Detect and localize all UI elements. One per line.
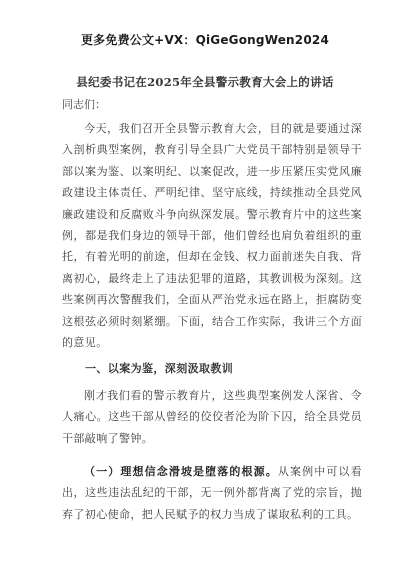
promo-banner: 更多免费公文+VX：QiGeGongWen2024: [80, 33, 329, 47]
subsection-body: 从案例中可以看出，这些违法乱纪的干部，无一例外都背离了党的宗旨，抛弃了初心使命，把人民赋予的权力当成了谋取私利的工具。: [62, 465, 362, 521]
salutation: 同志们：: [62, 98, 106, 111]
paragraph-section-1: 刚才我们看的警示教育片，这些典型案例发人深省、令人痛心。这些干部从曾经的佼佼者沦为阶下囚，给全县党员干部敲响了警钟。: [62, 389, 362, 445]
paragraph-subsection-1: [62, 461, 362, 525]
paragraph-intro: 今天，我们召开全县警示教育大会，目的就是要通过深入剖析典型案例，教育引导全县广大党员干部特别是领导干部以案为鉴、以案明纪、以案促改，进一步压紧压实党风廉政建设主体责任、严明纪律、坚守底线，持续推动全县党风廉政建设和反腐败斗争向纵深发展。警示教育片中的这些案例，都是我们身边的领导干部，他们曾经也肩负着组织的重托，有着光明的前途，但却在金钱、权力面前迷失自我、背离初心，最终走上了违法犯罪的道路，其教训极为深刻。这些案例再次警醒我们，全面从严治党永远在路上，拒腐防变这根弦必须时刻紧绷。下面，结合工作实际，我讲三个方面的意见。: [62, 122, 362, 350]
subsection-heading: （一）理想信念滑坡是堕落的根源。: [84, 465, 278, 478]
section-heading-1: 一、以案为鉴，深刻汲取教训: [85, 362, 234, 375]
document-title: 县纪委书记在2025年全县警示教育大会上的讲话: [76, 75, 334, 89]
